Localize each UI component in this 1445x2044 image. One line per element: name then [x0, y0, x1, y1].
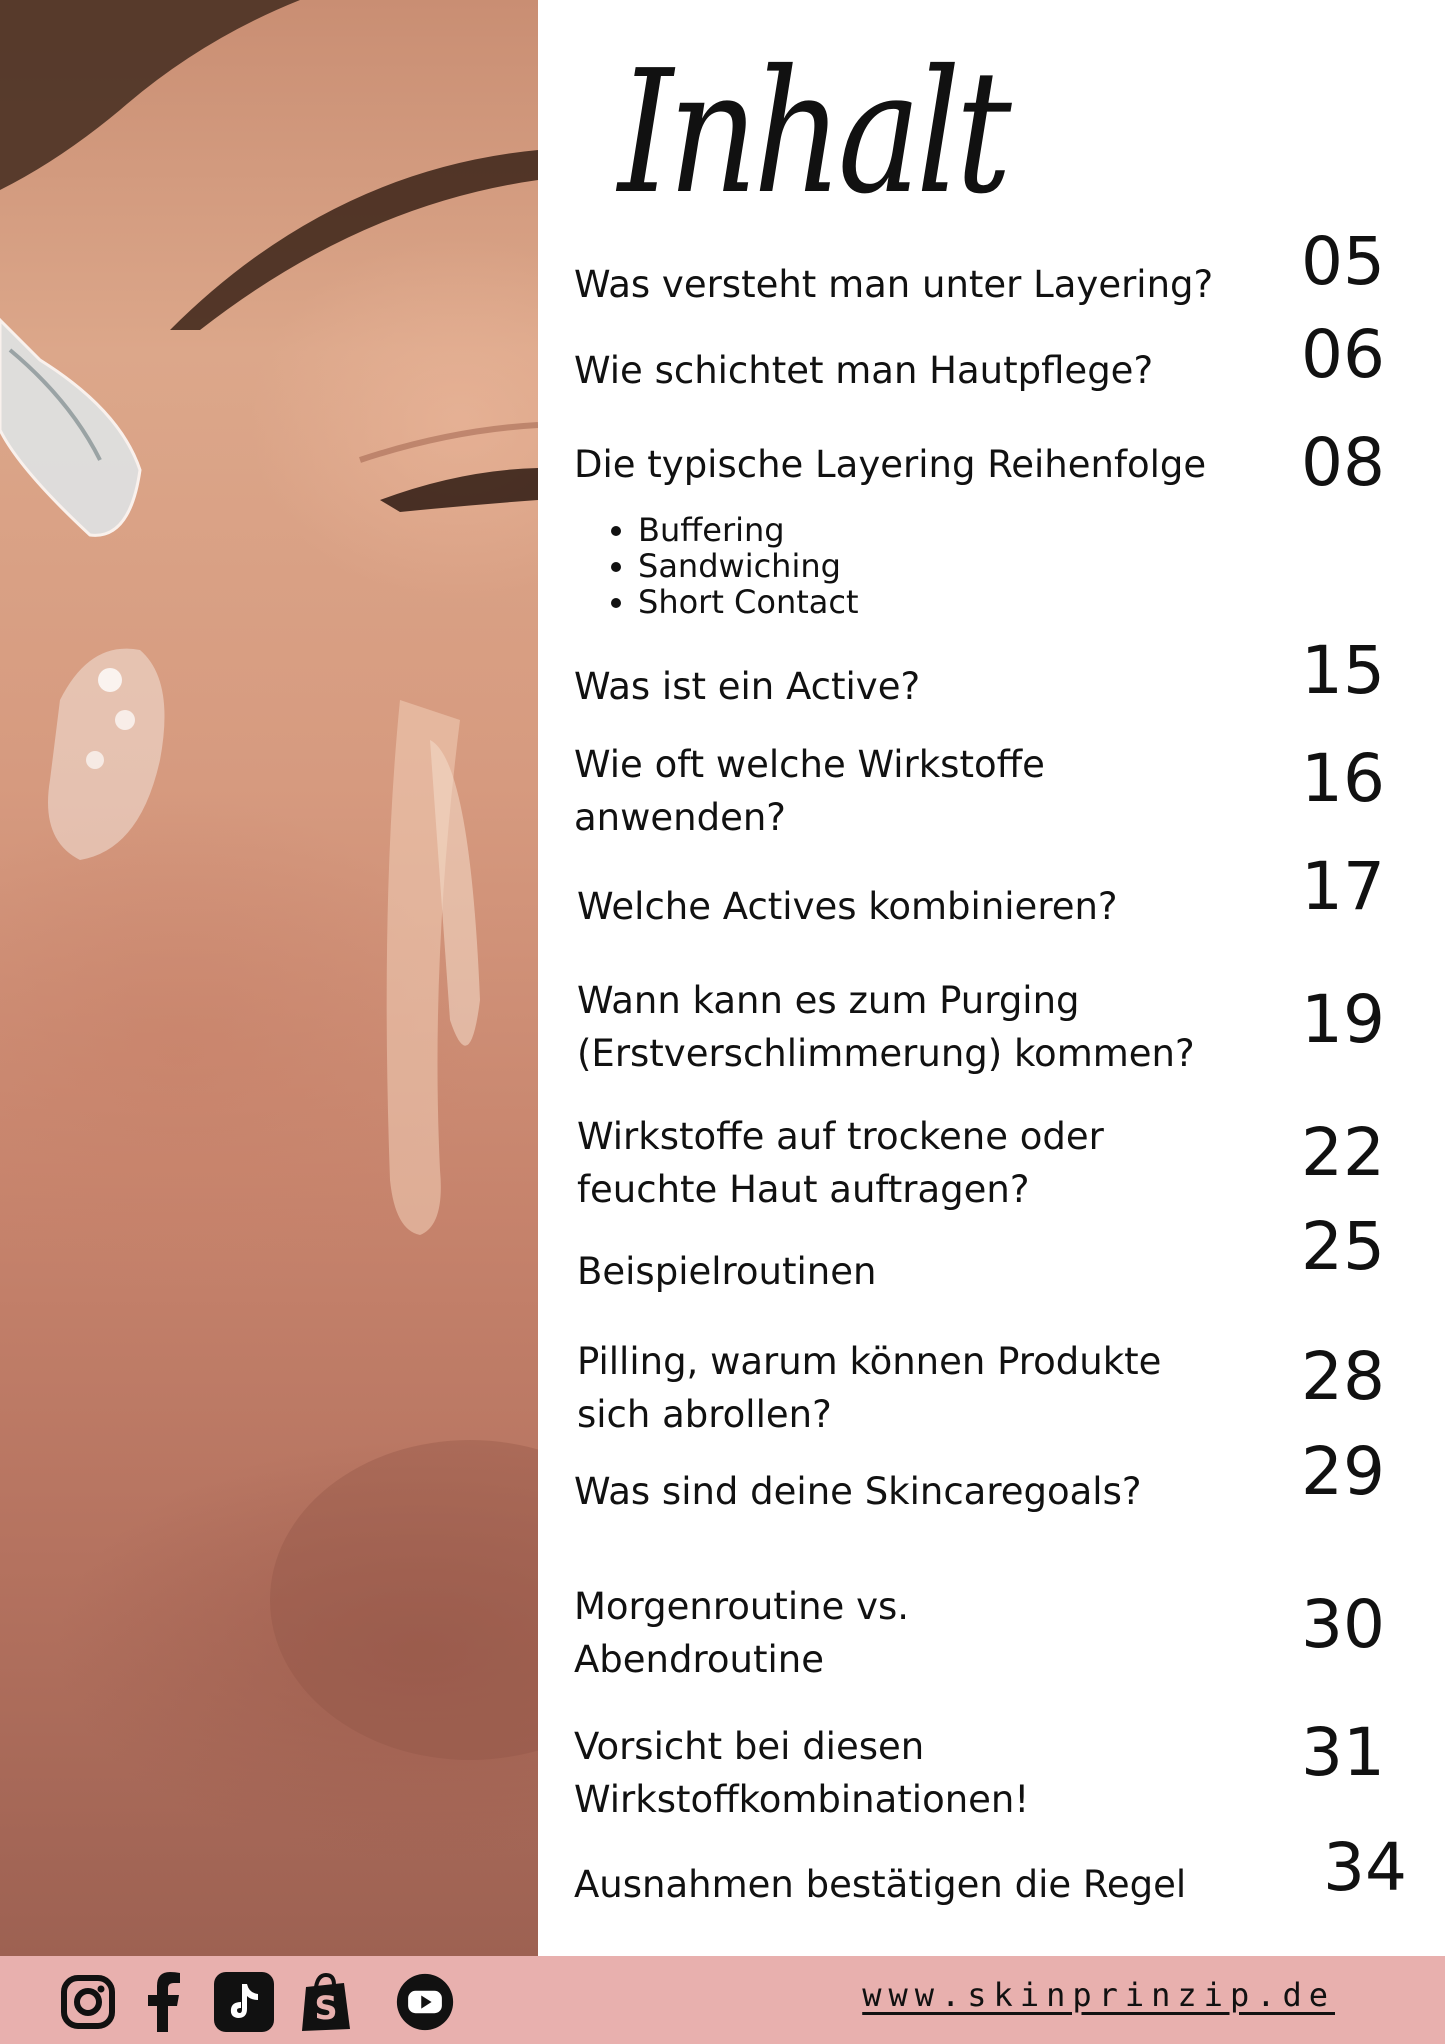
toc-item-title[interactable]: Was versteht man unter Layering?: [574, 263, 1214, 306]
face-photo: [0, 0, 538, 1956]
toc-item-title[interactable]: Ausnahmen bestätigen die Regel: [574, 1863, 1187, 1906]
toc-item-title[interactable]: Pilling, warum können Produkte sich abrollen?: [577, 1340, 1162, 1436]
face-illustration: [0, 0, 538, 1956]
toc-item-title[interactable]: Beispielroutinen: [577, 1250, 877, 1293]
toc-subitem[interactable]: • Buffering: [638, 512, 859, 548]
toc-item-page-number: 30: [1301, 1586, 1385, 1663]
toc-item-title[interactable]: Wie schichtet man Hautpflege?: [574, 349, 1154, 392]
toc-subitem[interactable]: • Short Contact: [638, 584, 859, 620]
toc-item-page-number: 31: [1301, 1714, 1385, 1791]
toc-item-page-number: 34: [1323, 1829, 1407, 1906]
toc-item-page-number: 05: [1301, 223, 1385, 300]
instagram-icon[interactable]: [58, 1972, 118, 2032]
toc-item-page-number: 17: [1301, 848, 1385, 925]
toc-subitem[interactable]: • Sandwiching: [638, 548, 859, 584]
toc-item-title[interactable]: Morgenroutine vs. Abendroutine: [574, 1585, 910, 1681]
toc-item-title[interactable]: Die typische Layering Reihenfolge: [574, 443, 1207, 486]
facebook-icon[interactable]: [135, 1972, 195, 2032]
toc-subitems: [574, 512, 859, 620]
toc-item-page-number: 08: [1301, 424, 1385, 501]
toc-item-title[interactable]: Wie oft welche Wirkstoffe anwenden?: [574, 743, 1045, 839]
footer-bar: [0, 1956, 1445, 2044]
table-of-contents: [538, 0, 1445, 1956]
toc-item-page-number: 29: [1301, 1433, 1385, 1510]
toc-item-title[interactable]: Was ist ein Active?: [574, 665, 921, 708]
toc-item-title[interactable]: Was sind deine Skincaregoals?: [574, 1470, 1142, 1513]
shopify-icon[interactable]: [296, 1972, 356, 2032]
toc-item-page-number: 22: [1301, 1114, 1385, 1191]
toc-item-title[interactable]: Welche Actives kombinieren?: [577, 885, 1118, 928]
toc-item-page-number: 06: [1301, 316, 1385, 393]
toc-item-title[interactable]: Wann kann es zum Purging (Erstverschlimmerung) kommen?: [577, 979, 1195, 1075]
toc-item-page-number: 16: [1301, 740, 1385, 817]
toc-item-page-number: 28: [1301, 1338, 1385, 1415]
page-title: Inhalt: [618, 34, 1007, 232]
toc-item-page-number: 25: [1301, 1208, 1385, 1285]
website-link[interactable]: www.skinprinzip.de: [862, 1976, 1335, 2014]
svg-text:S: S: [314, 1989, 338, 2027]
toc-item-page-number: 19: [1301, 981, 1385, 1058]
toc-item-title[interactable]: Wirkstoffe auf trockene oder feuchte Haut auftragen?: [577, 1115, 1104, 1211]
youtube-icon[interactable]: [395, 1972, 455, 2032]
toc-item-title[interactable]: Vorsicht bei diesen Wirkstoffkombinationen!: [574, 1725, 1030, 1821]
toc-item-page-number: 15: [1301, 632, 1385, 709]
page-title-wrapper: [578, 8, 1098, 258]
tiktok-icon[interactable]: [214, 1972, 274, 2032]
